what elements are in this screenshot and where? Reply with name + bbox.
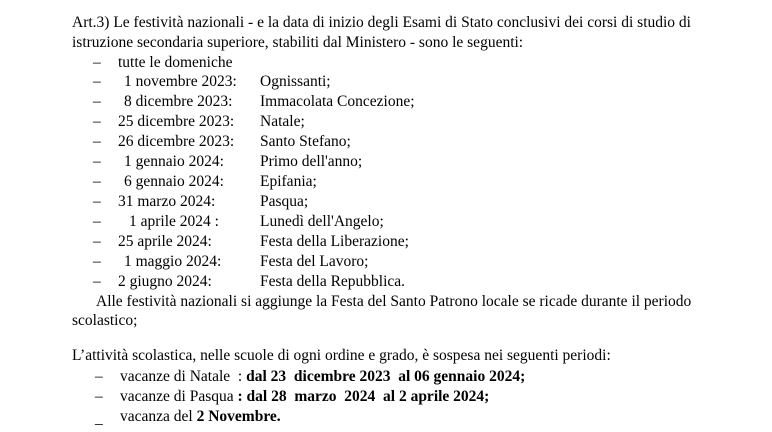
vacation-text <box>120 366 525 387</box>
vacation-period: : dal 28 marzo 2024 al 2 aprile 2024; <box>237 388 490 405</box>
list-dash: – <box>93 173 101 190</box>
holiday-name: Festa del Lavoro; <box>260 253 369 270</box>
list-dash: – <box>95 368 103 385</box>
holiday-row <box>0 212 772 231</box>
holiday-row <box>0 272 772 291</box>
list-dash: – <box>93 253 101 270</box>
holiday-date: 31 marzo 2024: <box>118 193 216 210</box>
list-dash: – <box>93 133 101 150</box>
holiday-name: Immacolata Concezione; <box>260 93 415 110</box>
suspension-intro: L’attività scolastica, nelle scuole di ogni ordine e grado, è sospesa nei seguenti periodi: <box>72 347 611 364</box>
list-item-text: tutte le domeniche <box>118 54 233 71</box>
holiday-name: Lunedì dell'Angelo; <box>260 213 384 230</box>
holiday-date: 6 gennaio 2024: <box>124 173 224 190</box>
patron-note-line-2: scolastico; <box>72 312 138 329</box>
holiday-date: 2 giugno 2024: <box>118 273 212 290</box>
holiday-name: Primo dell'anno; <box>260 153 363 170</box>
holiday-date: 1 maggio 2024: <box>124 253 222 270</box>
vacation-period: 2 Novembre. <box>196 408 281 425</box>
holiday-name: Ognissanti; <box>260 73 331 90</box>
vacation-item <box>0 386 772 407</box>
holiday-row <box>0 132 772 151</box>
article-3-intro-line-2: istruzione secondaria superiore, stabiliti dal Ministero - sono le seguenti: <box>72 34 524 51</box>
vacation-label: vacanze di Natale : <box>120 368 247 385</box>
vacation-text <box>120 406 281 427</box>
list-dash: – <box>93 54 101 71</box>
vacation-label: vacanza del <box>120 408 197 425</box>
holiday-row <box>0 152 772 171</box>
holiday-name: Natale; <box>260 113 305 130</box>
list-dash: – <box>93 113 101 130</box>
vacation-item <box>0 406 772 427</box>
list-dash: – <box>93 233 101 250</box>
list-dash: – <box>93 93 101 110</box>
holiday-row <box>0 172 772 191</box>
vacation-item <box>0 366 772 387</box>
holiday-name: Epifania; <box>260 173 317 190</box>
list-dash: – <box>93 193 101 210</box>
list-dash: – <box>93 273 101 290</box>
vacation-text <box>120 386 489 407</box>
list-dash: – <box>93 213 101 230</box>
holiday-row <box>0 72 772 91</box>
list-dash: – <box>95 388 103 405</box>
holiday-date: 25 aprile 2024: <box>118 233 212 250</box>
holiday-row <box>0 92 772 111</box>
holiday-date: 1 aprile 2024 : <box>129 213 219 230</box>
list-dash: _ <box>95 410 103 427</box>
holiday-date: 8 dicembre 2023: <box>124 93 233 110</box>
article-3-intro-line-1: Art.3) Le festività nazionali - e la data di inizio degli Esami di Stato conclusivi dei corsi di studio di <box>72 14 691 31</box>
holiday-row <box>0 192 772 211</box>
list-dash: – <box>93 73 101 90</box>
holiday-name: Festa della Liberazione; <box>260 233 409 250</box>
patron-note-line-1: Alle festività nazionali si aggiunge la Festa del Santo Patrono locale se ricade durante il periodo <box>96 293 692 310</box>
holiday-row <box>0 112 772 131</box>
holiday-name: Santo Stefano; <box>260 133 351 150</box>
holiday-date: 26 dicembre 2023: <box>118 133 235 150</box>
holiday-date: 1 gennaio 2024: <box>124 153 224 170</box>
holiday-row <box>0 252 772 271</box>
holiday-name: Pasqua; <box>260 193 309 210</box>
vacation-period: dal 23 dicembre 2023 al 06 gennaio 2024; <box>246 368 526 385</box>
holiday-date: 25 dicembre 2023: <box>118 113 235 130</box>
vacation-label: vacanze di Pasqua <box>120 388 238 405</box>
list-dash: – <box>93 153 101 170</box>
holiday-row <box>0 232 772 251</box>
list-item <box>0 53 772 72</box>
holiday-date: 1 novembre 2023: <box>124 73 237 90</box>
holiday-name: Festa della Repubblica. <box>260 273 406 290</box>
